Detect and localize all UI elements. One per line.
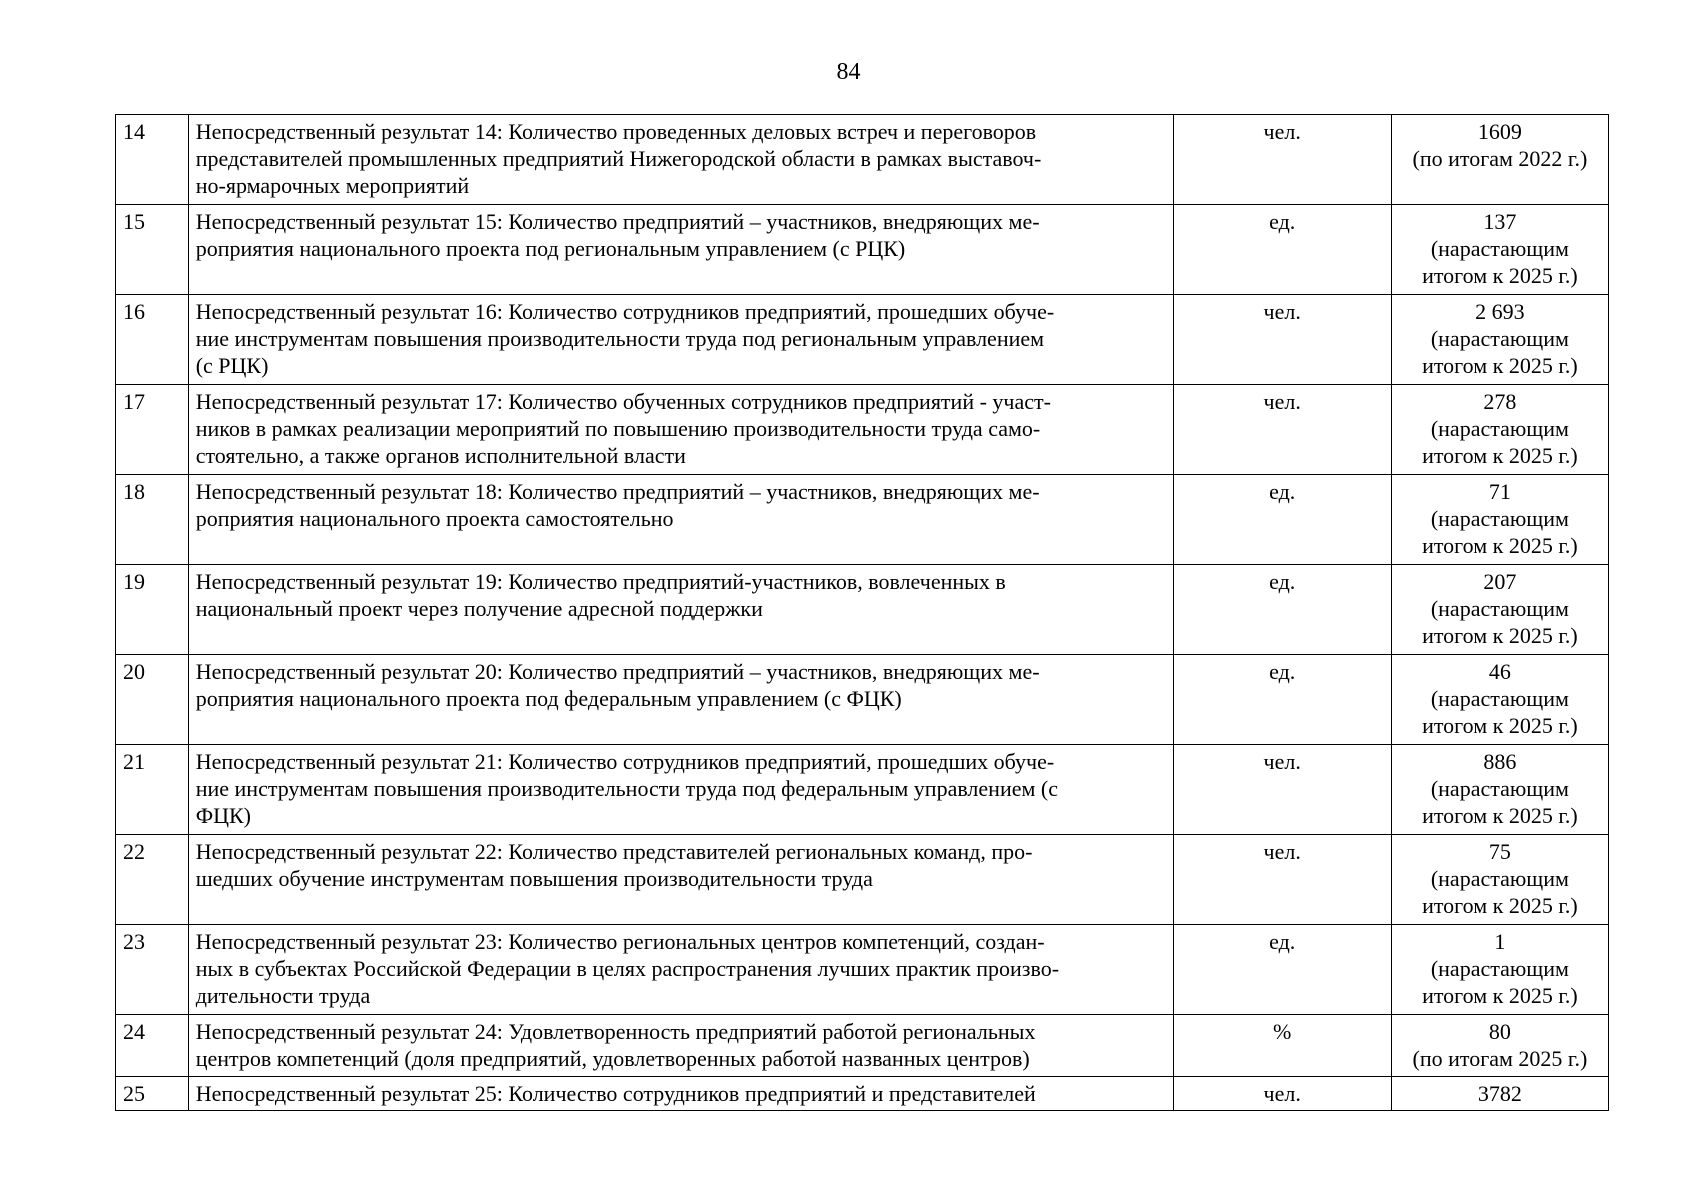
table-row bbox=[116, 565, 1609, 655]
target-value-number: 80 bbox=[1488, 1019, 1511, 1044]
table-row bbox=[116, 295, 1609, 385]
result-description bbox=[188, 385, 1173, 475]
result-description-line: Непосредственный результат 18: Количество предприятий – участников, внедряющих ме- bbox=[195, 479, 1040, 504]
result-description bbox=[188, 565, 1173, 655]
result-description-line: Непосредственный результат 22: Количество представителей региональных команд, про- bbox=[195, 839, 1033, 864]
result-description-line: ных в субъектах Российской Федерации в целях распространения лучших практик произво- bbox=[195, 956, 1060, 981]
target-value-number: 278 bbox=[1483, 389, 1517, 414]
result-description bbox=[188, 835, 1173, 925]
target-value-number: 886 bbox=[1483, 749, 1517, 774]
result-description-line: центров компетенций (доля предприятий, удовлетворенных работой названных центров) bbox=[195, 1046, 1030, 1071]
result-description-line: ников в рамках реализации мероприятий по повышению производительности труда само- bbox=[195, 416, 1041, 441]
target-value-note: (нарастающим bbox=[1430, 506, 1569, 531]
target-value-note: итогом к 2025 г.) bbox=[1422, 533, 1578, 558]
unit-of-measure: чел. bbox=[1173, 385, 1391, 475]
result-description-line: шедших обучение инструментам повышения производительности труда bbox=[195, 866, 873, 891]
result-description bbox=[188, 115, 1173, 205]
result-description-line: Непосредственный результат 23: Количество региональных центров компетенций, создан- bbox=[195, 929, 1045, 954]
target-value bbox=[1391, 655, 1608, 745]
unit-of-measure: чел. bbox=[1173, 115, 1391, 205]
target-value-note: (нарастающим bbox=[1430, 776, 1569, 801]
result-description bbox=[188, 1015, 1173, 1077]
unit-of-measure: % bbox=[1173, 1015, 1391, 1077]
row-number: 25 bbox=[116, 1077, 189, 1111]
target-value bbox=[1391, 745, 1608, 835]
row-number: 14 bbox=[116, 115, 189, 205]
table-row bbox=[116, 205, 1609, 295]
unit-of-measure: ед. bbox=[1173, 475, 1391, 565]
result-description-line: Непосредственный результат 21: Количество сотрудников предприятий, прошедших обуче- bbox=[195, 749, 1055, 774]
target-value bbox=[1391, 205, 1608, 295]
result-description-line: представителей промышленных предприятий Нижегородской области в рамках выставоч- bbox=[195, 146, 1042, 171]
target-value-note: (нарастающим bbox=[1430, 416, 1569, 441]
row-number: 16 bbox=[116, 295, 189, 385]
target-value bbox=[1391, 1077, 1608, 1111]
target-value-note: итогом к 2025 г.) bbox=[1422, 353, 1578, 378]
target-value-note: итогом к 2025 г.) bbox=[1422, 263, 1578, 288]
result-description bbox=[188, 475, 1173, 565]
result-description-line: национальный проект через получение адресной поддержки bbox=[195, 596, 763, 621]
target-value-note: (по итогам 2025 г.) bbox=[1412, 1046, 1588, 1071]
target-value bbox=[1391, 115, 1608, 205]
target-value-number: 75 bbox=[1488, 839, 1511, 864]
result-description-line: Непосредственный результат 24: Удовлетворенность предприятий работой региональных bbox=[195, 1019, 1036, 1044]
result-description-line: Непосредственный результат 14: Количество проведенных деловых встреч и переговоров bbox=[195, 119, 1037, 144]
target-value-note: (нарастающим bbox=[1430, 326, 1569, 351]
unit-of-measure: чел. bbox=[1173, 745, 1391, 835]
unit-of-measure: чел. bbox=[1173, 295, 1391, 385]
target-value-number: 2 693 bbox=[1475, 299, 1525, 324]
result-description bbox=[188, 925, 1173, 1015]
target-value-number: 71 bbox=[1488, 479, 1511, 504]
row-number: 23 bbox=[116, 925, 189, 1015]
target-value bbox=[1391, 295, 1608, 385]
target-value-note: итогом к 2025 г.) bbox=[1422, 803, 1578, 828]
result-description bbox=[188, 655, 1173, 745]
result-description-line: роприятия национального проекта самостоятельно bbox=[195, 506, 674, 531]
unit-of-measure: чел. bbox=[1173, 835, 1391, 925]
target-value-number: 46 bbox=[1488, 659, 1511, 684]
target-value bbox=[1391, 835, 1608, 925]
result-description-line: Непосредственный результат 15: Количество предприятий – участников, внедряющих ме- bbox=[195, 209, 1040, 234]
unit-of-measure: ед. bbox=[1173, 205, 1391, 295]
target-value-number: 207 bbox=[1483, 569, 1517, 594]
row-number: 22 bbox=[116, 835, 189, 925]
table-row bbox=[116, 655, 1609, 745]
row-number: 17 bbox=[116, 385, 189, 475]
target-value-note: итогом к 2025 г.) bbox=[1422, 443, 1578, 468]
unit-of-measure: ед. bbox=[1173, 925, 1391, 1015]
result-description-line: Непосредственный результат 20: Количество предприятий – участников, внедряющих ме- bbox=[195, 659, 1040, 684]
result-description-line: (с РЦК) bbox=[195, 353, 269, 378]
result-description bbox=[188, 745, 1173, 835]
target-value-note: (нарастающим bbox=[1430, 956, 1569, 981]
target-value bbox=[1391, 925, 1608, 1015]
target-value-note: (нарастающим bbox=[1430, 866, 1569, 891]
result-description-line: стоятельно, а также органов исполнительной власти bbox=[195, 443, 686, 468]
unit-of-measure: чел. bbox=[1173, 1077, 1391, 1111]
target-value-note: итогом к 2025 г.) bbox=[1422, 623, 1578, 648]
unit-of-measure: ед. bbox=[1173, 565, 1391, 655]
row-number: 18 bbox=[116, 475, 189, 565]
table-row bbox=[116, 835, 1609, 925]
target-value-note: итогом к 2025 г.) bbox=[1422, 893, 1578, 918]
result-description-line: роприятия национального проекта под региональным управлением (с РЦК) bbox=[195, 236, 906, 261]
result-description-line: ние инструментам повышения производительности труда под федеральным управлением (с bbox=[195, 776, 1058, 801]
target-value-note: (нарастающим bbox=[1430, 236, 1569, 261]
unit-of-measure: ед. bbox=[1173, 655, 1391, 745]
target-value bbox=[1391, 385, 1608, 475]
target-value-note: (по итогам 2022 г.) bbox=[1412, 146, 1588, 171]
table-row bbox=[116, 475, 1609, 565]
table-row bbox=[116, 385, 1609, 475]
page-number: 84 bbox=[836, 59, 861, 85]
result-description-line: Непосредственный результат 17: Количество обученных сотрудников предприятий - участ- bbox=[195, 389, 1051, 414]
target-value-note: (нарастающим bbox=[1430, 596, 1569, 621]
row-number: 24 bbox=[116, 1015, 189, 1077]
result-description-line: роприятия национального проекта под федеральным управлением (с ФЦК) bbox=[195, 686, 902, 711]
result-description-line: ние инструментам повышения производительности труда под региональным управлением bbox=[195, 326, 1045, 351]
row-number: 21 bbox=[116, 745, 189, 835]
target-value bbox=[1391, 475, 1608, 565]
target-value bbox=[1391, 565, 1608, 655]
results-table bbox=[115, 114, 1609, 1111]
result-description bbox=[188, 1077, 1173, 1111]
table-row bbox=[116, 1077, 1609, 1111]
target-value-note: итогом к 2025 г.) bbox=[1422, 713, 1578, 738]
result-description-line: Непосредственный результат 16: Количество сотрудников предприятий, прошедших обуче- bbox=[195, 299, 1055, 324]
row-number: 19 bbox=[116, 565, 189, 655]
result-description-line: дительности труда bbox=[195, 983, 371, 1008]
target-value-note: (нарастающим bbox=[1430, 686, 1569, 711]
row-number: 15 bbox=[116, 205, 189, 295]
target-value-note: итогом к 2025 г.) bbox=[1422, 983, 1578, 1008]
target-value-number: 1 bbox=[1494, 929, 1506, 954]
result-description-line: Непосредственный результат 19: Количество предприятий-участников, вовлеченных в bbox=[195, 569, 1006, 594]
table-row bbox=[116, 925, 1609, 1015]
table-row bbox=[116, 745, 1609, 835]
table-row bbox=[116, 115, 1609, 205]
table-row bbox=[116, 1015, 1609, 1077]
target-value-number: 1609 bbox=[1477, 119, 1522, 144]
target-value-number: 137 bbox=[1483, 209, 1517, 234]
result-description bbox=[188, 205, 1173, 295]
target-value-number: 3782 bbox=[1477, 1081, 1522, 1106]
row-number: 20 bbox=[116, 655, 189, 745]
result-description-line: но-ярмарочных мероприятий bbox=[195, 173, 470, 198]
result-description-line: ФЦК) bbox=[195, 803, 251, 828]
results-table-body bbox=[116, 115, 1609, 1111]
result-description-line: Непосредственный результат 25: Количество сотрудников предприятий и представителей bbox=[195, 1081, 1036, 1106]
result-description bbox=[188, 295, 1173, 385]
target-value bbox=[1391, 1015, 1608, 1077]
